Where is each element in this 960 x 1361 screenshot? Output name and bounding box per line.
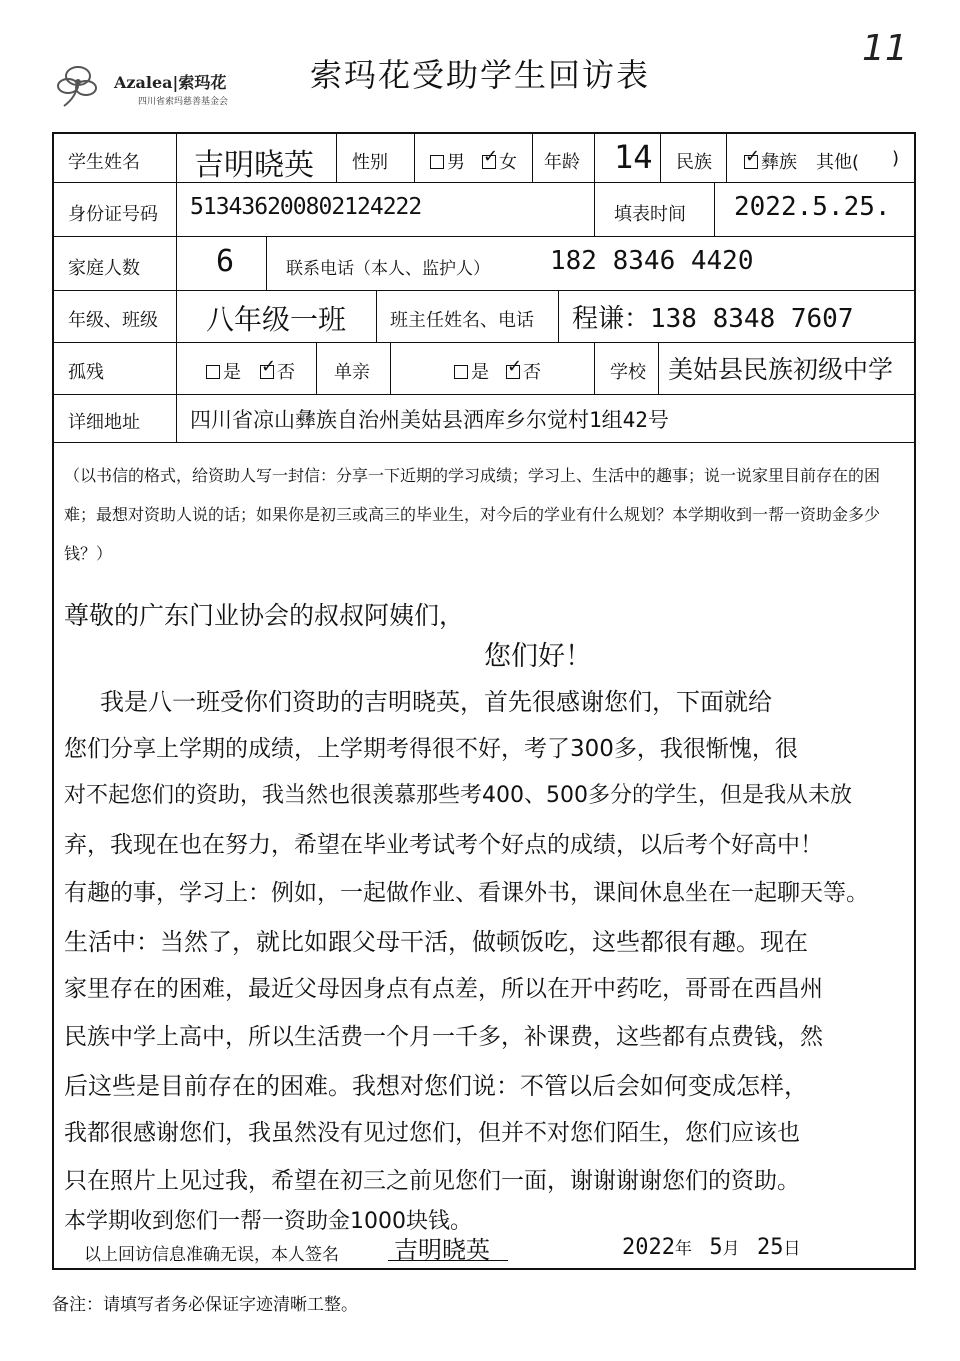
letter-line: 您们分享上学期的成绩，上学期考得很不好，考了300多，我很惭愧，很 [64,736,798,762]
checkbox-checked-icon [506,365,520,379]
letter-line: 我是八一班受你们资助的吉明晓英，首先很感谢您们，下面就给 [100,688,772,716]
single-no-checkbox: ✓ 否 [506,358,541,384]
letter-greeting: 您们好！ [484,641,592,672]
gender-male-checkbox: 男 [430,148,465,174]
checkbox-checked-icon [744,155,758,169]
id-value: 513436200802124222 [190,194,422,220]
grade-value: 八年级一班 [206,303,347,336]
letter-line: 民族中学上高中，所以生活费一个月一千多，补课费，这些都有点费钱，然 [64,1024,823,1050]
age-label: 年龄 [544,152,580,173]
ethnic-label: 民族 [676,152,712,173]
page-number: 11 [862,28,908,69]
letter-line: 我都很感谢您们，我虽然没有见过您们，但并不对您们陌生，您们应该也 [64,1120,800,1146]
orphan-no-checkbox: ✓ 否 [260,358,295,384]
letter-line: 只在照片上见过我，希望在初三之前见您们一面，谢谢谢谢您们的资助。 [64,1168,800,1194]
letter-line: 家里存在的困难，最近父母因身点有点差，所以在开中药吃，哥哥在西昌州 [64,976,823,1002]
family-value: 6 [216,244,235,279]
id-label: 身份证号码 [68,204,158,225]
date-value: 2022.5.25. [734,192,891,222]
letter-line: 对不起您们的资助，我当然也很羡慕那些考400、500多分的学生，但是我从未放 [64,783,852,808]
single-parent-label: 单亲 [334,362,370,383]
gender-female-checkbox: ✓ 女 [482,148,517,174]
orphan-label: 孤残 [68,362,104,383]
teacher-label: 班主任姓名、电话 [390,310,534,331]
letter-line: 本学期收到您们一帮一资助金1000块钱。 [64,1209,472,1234]
address-label: 详细地址 [68,412,140,433]
confirm-label: 以上回访信息准确无误，本人签名 [84,1245,339,1265]
family-label: 家庭人数 [68,258,140,279]
visit-form [52,132,916,1270]
grade-label: 年级、班级 [68,310,158,331]
address-value: 四川省凉山彝族自治州美姑县洒库乡尔觉村1组42号 [190,408,669,432]
phone-value: 182 8346 4420 [550,246,754,276]
orphan-yes-checkbox: 是 [206,358,241,384]
letter-line: 后这些是目前存在的困难。我想对您们说：不管以后会如何变成怎样， [64,1072,808,1100]
letter-salutation: 尊敬的广东门业协会的叔叔阿姨们， [64,601,465,630]
phone-label: 联系电话（本人、监护人） [286,259,490,279]
checkbox-checked-icon [260,365,274,379]
single-yes-checkbox: 是 [454,358,489,384]
logo-name: Azalea|索玛花 [114,73,227,92]
student-signature: 吉明晓英 [394,1236,490,1264]
sign-date: 2022年 5月 25日 [622,1235,801,1260]
school-label: 学校 [610,362,646,383]
date-label: 填表时间 [614,204,686,225]
age-value: 14 [614,138,653,176]
letter-instructions: （以书信的格式，给资助人写一封信：分享一下近期的学习成绩；学习上、生活中的趣事；说一说家里目前存在的困难；最想对资助人说的话；如果你是初三或高三的毕业生，对今后的学业有什么规划？本学期收到一帮一资助金多少钱？） [64,466,881,563]
ethnic-other-checkbox: 其他( [816,152,860,173]
teacher-value: 程谦：138 8348 7607 [572,304,854,334]
form-title: 索玛花受助学生回访表 [309,56,650,94]
name-label: 学生姓名 [68,152,140,173]
school-value: 美姑县民族初级中学 [668,355,894,384]
name-value: 吉明晓英 [194,148,314,183]
checkbox-icon [430,155,444,169]
letter-line: 生活中：当然了，就比如跟父母干活，做顿饭吃，这些都很有趣。现在 [64,928,808,956]
checkbox-icon [206,365,220,379]
logo-org: 四川省索玛慈善基金会 [138,97,229,107]
gender-label: 性别 [352,152,388,173]
letter-line: 弃，我现在也在努力，希望在毕业考试考个好点的成绩，以后考个好高中！ [64,832,823,858]
letter-line: 有趣的事，学习上：例如，一起做作业、看课外书，课间休息坐在一起聊天等。 [64,880,869,906]
checkbox-icon [454,365,468,379]
form-note: 备注：请填写者务必保证字迹清晰工整。 [52,1295,358,1315]
checkbox-checked-icon [482,155,496,169]
ethnic-close-paren: ) [892,148,900,169]
ethnic-yi-checkbox: ✓ 彝族 [744,148,797,174]
